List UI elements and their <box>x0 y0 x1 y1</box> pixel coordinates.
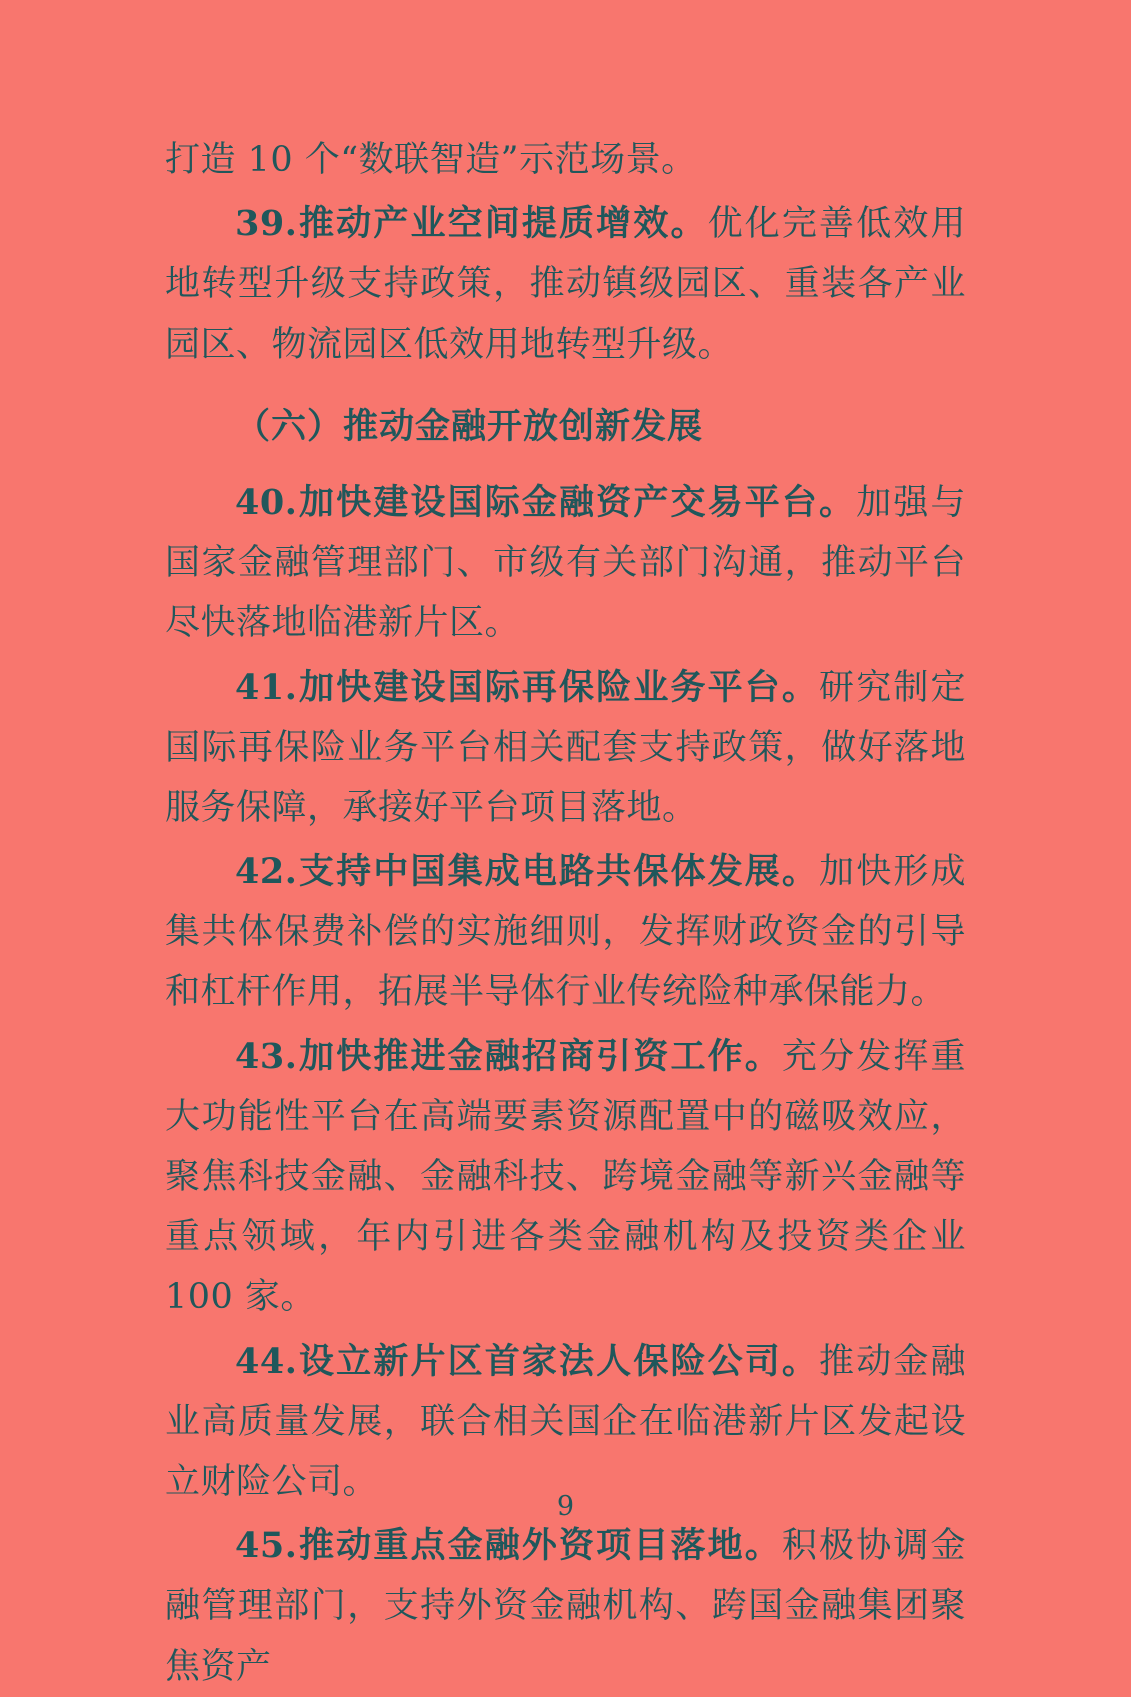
section-heading-six <box>165 397 966 457</box>
paragraph-item-41 <box>165 658 966 839</box>
paragraph-continuation <box>165 130 966 190</box>
paragraph-item-44 <box>165 1332 966 1513</box>
paragraph-item-45 <box>165 1516 966 1697</box>
paragraph-item-40 <box>165 473 966 654</box>
item-lead-44: 44.设立新片区首家法人保险公司。 <box>235 1340 820 1382</box>
item-lead-39: 39.推动产业空间提质增效。 <box>235 203 708 245</box>
item-text-44: 推动金融业高质量发展，联合相关国企在临港新片区发起设立财险公司。 <box>165 1341 966 1502</box>
paragraph-text: 打造 10 个“数联智造”示范场景。 <box>165 140 697 180</box>
paragraph-item-42 <box>165 842 966 1023</box>
item-lead-40: 40.加快建设国际金融资产交易平台。 <box>235 481 857 523</box>
item-text-43: 充分发挥重大功能性平台在高端要素资源配置中的磁吸效应，聚焦科技金融、金融科技、跨境金融等新兴金融等重点领域，年内引进各类金融机构及投资类企业 100 家。 <box>165 1036 966 1318</box>
item-text-42: 加快形成集共体保费补偿的实施细则，发挥财政资金的引导和杠杆作用，拓展半导体行业传统险种承保能力。 <box>165 852 966 1013</box>
item-lead-45: 45.推动重点金融外资项目落地。 <box>235 1525 782 1567</box>
section-heading-text: （六）推动金融开放创新发展 <box>235 405 704 447</box>
item-text-39: 优化完善低效用地转型升级支持政策，推动镇级园区、重装各产业园区、物流园区低效用地转型升级。 <box>165 204 966 365</box>
item-lead-42: 42.支持中国集成电路共保体发展。 <box>235 851 820 893</box>
item-lead-43: 43.加快推进金融招商引资工作。 <box>235 1035 782 1077</box>
document-body <box>165 130 966 1697</box>
item-lead-41: 41.加快建设国际再保险业务平台。 <box>235 666 820 708</box>
item-text-45: 积极协调金融管理部门，支持外资金融机构、跨国金融集团聚焦资产 <box>165 1526 966 1687</box>
item-text-41: 研究制定国际再保险业务平台相关配套支持政策，做好落地服务保障，承接好平台项目落地。 <box>165 667 966 828</box>
paragraph-item-43 <box>165 1027 966 1328</box>
page-number: 9 <box>556 1491 575 1522</box>
paragraph-item-39 <box>165 194 966 375</box>
item-text-40: 加强与国家金融管理部门、市级有关部门沟通，推动平台尽快落地临港新片区。 <box>165 482 966 644</box>
